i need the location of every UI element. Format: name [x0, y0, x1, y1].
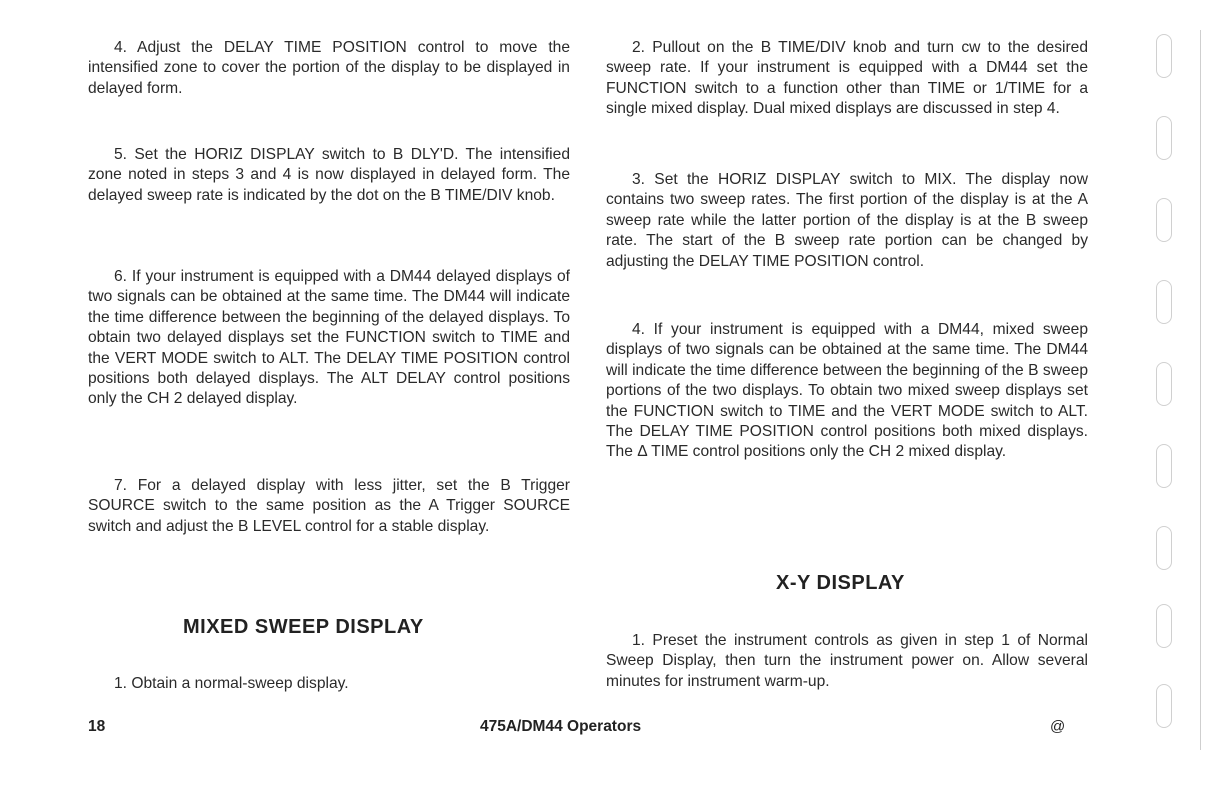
paragraph-step-5-delay: 5. Set the HORIZ DISPLAY switch to B DLY'D. The intensified zone noted in steps 3 and 4 is now displayed in delayed form. The delayed sweep rate is indicated by the dot on the B TIME/DIV knob.	[88, 146, 570, 204]
copyright-mark: @	[1050, 718, 1066, 735]
paragraph-mixed-step-1: 1. Obtain a normal-sweep display.	[114, 675, 349, 692]
binder-hole-icon	[1156, 362, 1172, 406]
paragraph-mixed-step-3: 3. Set the HORIZ DISPLAY switch to MIX. The display now contains two sweep rates. The first portion of the display is at the A sweep rate while the latter portion of the display is at the B sweep rate. The start of the B sweep rate portion can be changed by adjusting the DELAY TIME POSITION control.	[606, 171, 1088, 270]
paragraph-mixed-step-2: 2. Pullout on the B TIME/DIV knob and turn cw to the desired sweep rate. If your instrument is equipped with a DM44 set the FUNCTION switch to a function other than TIME or 1/TIME for a single mixed display. Dual mixed displays are discussed in step 4.	[606, 39, 1088, 118]
binder-hole-icon	[1156, 198, 1172, 242]
paragraph-step-4-delay: 4. Adjust the DELAY TIME POSITION control to move the intensified zone to cover the portion of the display to be displayed in delayed form.	[88, 39, 570, 97]
binder-hole-icon	[1156, 604, 1172, 648]
heading-xy-display: X-Y DISPLAY	[776, 572, 905, 594]
page-edge-line	[1200, 30, 1201, 750]
binder-hole-icon	[1156, 684, 1172, 728]
footer-title: 475A/DM44 Operators	[480, 718, 642, 735]
paragraph-xy-step-1: 1. Preset the instrument controls as given in step 1 of Normal Sweep Display, then turn the instrument power on. Allow several minutes for instrument warm-up.	[606, 632, 1088, 690]
page-number: 18	[88, 718, 106, 735]
binder-hole-icon	[1156, 526, 1172, 570]
heading-mixed-sweep-display: MIXED SWEEP DISPLAY	[183, 616, 424, 638]
binder-hole-icon	[1156, 34, 1172, 78]
binder-hole-icon	[1156, 444, 1172, 488]
binder-holes	[1150, 30, 1210, 760]
binder-hole-icon	[1156, 280, 1172, 324]
paragraph-step-6-delay: 6. If your instrument is equipped with a DM44 delayed displays of two signals can be obtained at the same time. The DM44 will indicate the time difference between the beginning of the delayed displays. To obtain two delayed displays set the FUNCTION switch to TIME and the VERT MODE switch to ALT. The DELAY TIME POSITION control positions both delayed displays. The ALT DELAY control positions only the CH 2 delayed display.	[88, 268, 570, 408]
binder-hole-icon	[1156, 116, 1172, 160]
paragraph-step-7-delay: 7. For a delayed display with less jitter, set the B Trigger SOURCE switch to the same position as the A Trigger SOURCE switch and adjust the B LEVEL control for a stable display.	[88, 477, 570, 535]
paragraph-mixed-step-4: 4. If your instrument is equipped with a DM44, mixed sweep displays of two signals can be obtained at the same time. The DM44 will indicate the time difference between the beginning of the B sweep portions of the two displays. To obtain two mixed sweep displays set the FUNCTION switch to TIME and the VERT MODE switch to ALT. The DELAY TIME POSITION control positions both mixed displays. The Δ TIME control positions only the CH 2 mixed display.	[606, 321, 1088, 461]
